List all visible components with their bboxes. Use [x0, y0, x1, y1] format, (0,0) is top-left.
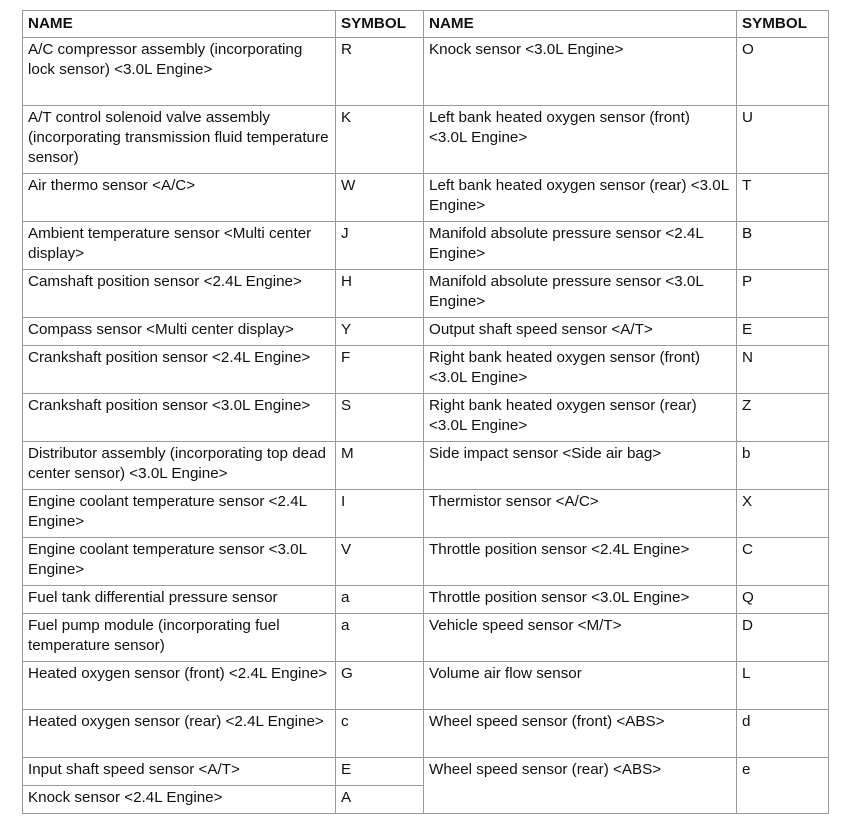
left-symbol-cell: G	[336, 662, 424, 710]
right-name-cell: Left bank heated oxygen sensor (rear) <3.0L Engine>	[424, 174, 737, 222]
left-name-cell: A/T control solenoid valve assembly (incorporating transmission fluid temperature sensor)	[23, 106, 336, 174]
left-symbol-cell: S	[336, 394, 424, 442]
right-symbol-cell: O	[737, 38, 829, 106]
left-name-cell: Fuel tank differential pressure sensor	[23, 586, 336, 614]
table-row	[23, 346, 829, 394]
right-name-cell: Thermistor sensor <A/C>	[424, 490, 737, 538]
right-symbol-cell: b	[737, 442, 829, 490]
left-name-cell: Knock sensor <2.4L Engine>	[23, 786, 336, 814]
right-name-cell: Wheel speed sensor (rear) <ABS>	[424, 758, 737, 814]
table-row	[23, 222, 829, 270]
right-name-cell: Manifold absolute pressure sensor <3.0L Engine>	[424, 270, 737, 318]
left-symbol-cell: a	[336, 614, 424, 662]
table-row	[23, 758, 829, 786]
left-symbol-cell: A	[336, 786, 424, 814]
left-symbol-cell: I	[336, 490, 424, 538]
table-row	[23, 538, 829, 586]
left-name-cell: Air thermo sensor <A/C>	[23, 174, 336, 222]
right-symbol-cell: Z	[737, 394, 829, 442]
left-name-cell: Input shaft speed sensor <A/T>	[23, 758, 336, 786]
right-symbol-cell: P	[737, 270, 829, 318]
right-name-cell: Right bank heated oxygen sensor (rear) <3.0L Engine>	[424, 394, 737, 442]
right-name-cell: Vehicle speed sensor <M/T>	[424, 614, 737, 662]
header-symbol-right: SYMBOL	[737, 11, 829, 38]
left-name-cell: Engine coolant temperature sensor <3.0L Engine>	[23, 538, 336, 586]
left-symbol-cell: H	[336, 270, 424, 318]
right-symbol-cell: e	[737, 758, 829, 814]
right-symbol-cell: D	[737, 614, 829, 662]
left-symbol-cell: J	[336, 222, 424, 270]
table-row	[23, 442, 829, 490]
right-symbol-cell: B	[737, 222, 829, 270]
table-row	[23, 614, 829, 662]
right-name-cell: Side impact sensor <Side air bag>	[424, 442, 737, 490]
left-symbol-cell: M	[336, 442, 424, 490]
right-symbol-cell: X	[737, 490, 829, 538]
table-row	[23, 586, 829, 614]
right-symbol-cell: N	[737, 346, 829, 394]
left-name-cell: Distributor assembly (incorporating top dead center sensor) <3.0L Engine>	[23, 442, 336, 490]
left-symbol-cell: W	[336, 174, 424, 222]
right-symbol-cell: U	[737, 106, 829, 174]
left-name-cell: Crankshaft position sensor <2.4L Engine>	[23, 346, 336, 394]
right-symbol-cell: Q	[737, 586, 829, 614]
left-name-cell: Ambient temperature sensor <Multi center display>	[23, 222, 336, 270]
left-name-cell: Heated oxygen sensor (front) <2.4L Engine>	[23, 662, 336, 710]
left-symbol-cell: a	[336, 586, 424, 614]
left-symbol-cell: F	[336, 346, 424, 394]
table-header-row	[23, 11, 829, 38]
header-name-left: NAME	[23, 11, 336, 38]
right-name-cell: Left bank heated oxygen sensor (front) <3.0L Engine>	[424, 106, 737, 174]
header-name-right: NAME	[424, 11, 737, 38]
left-name-cell: Fuel pump module (incorporating fuel temperature sensor)	[23, 614, 336, 662]
right-name-cell: Wheel speed sensor (front) <ABS>	[424, 710, 737, 758]
left-name-cell: A/C compressor assembly (incorporating lock sensor) <3.0L Engine>	[23, 38, 336, 106]
sensor-symbol-table-container	[22, 10, 828, 814]
right-symbol-cell: T	[737, 174, 829, 222]
table-row	[23, 174, 829, 222]
table-row	[23, 38, 829, 106]
sensor-symbol-table	[22, 10, 829, 814]
table-row	[23, 270, 829, 318]
table-row	[23, 662, 829, 710]
right-symbol-cell: d	[737, 710, 829, 758]
left-name-cell: Crankshaft position sensor <3.0L Engine>	[23, 394, 336, 442]
right-name-cell: Throttle position sensor <2.4L Engine>	[424, 538, 737, 586]
right-name-cell: Output shaft speed sensor <A/T>	[424, 318, 737, 346]
right-name-cell: Manifold absolute pressure sensor <2.4L Engine>	[424, 222, 737, 270]
table-row	[23, 318, 829, 346]
left-symbol-cell: E	[336, 758, 424, 786]
right-name-cell: Knock sensor <3.0L Engine>	[424, 38, 737, 106]
right-symbol-cell: C	[737, 538, 829, 586]
table-row	[23, 490, 829, 538]
left-symbol-cell: V	[336, 538, 424, 586]
right-name-cell: Throttle position sensor <3.0L Engine>	[424, 586, 737, 614]
table-row	[23, 106, 829, 174]
left-name-cell: Camshaft position sensor <2.4L Engine>	[23, 270, 336, 318]
header-symbol-left: SYMBOL	[336, 11, 424, 38]
left-symbol-cell: R	[336, 38, 424, 106]
right-name-cell: Volume air flow sensor	[424, 662, 737, 710]
right-symbol-cell: E	[737, 318, 829, 346]
left-symbol-cell: K	[336, 106, 424, 174]
left-symbol-cell: c	[336, 710, 424, 758]
right-name-cell: Right bank heated oxygen sensor (front) <3.0L Engine>	[424, 346, 737, 394]
right-symbol-cell: L	[737, 662, 829, 710]
left-symbol-cell: Y	[336, 318, 424, 346]
table-row	[23, 710, 829, 758]
table-row	[23, 394, 829, 442]
left-name-cell: Engine coolant temperature sensor <2.4L Engine>	[23, 490, 336, 538]
left-name-cell: Compass sensor <Multi center display>	[23, 318, 336, 346]
left-name-cell: Heated oxygen sensor (rear) <2.4L Engine>	[23, 710, 336, 758]
